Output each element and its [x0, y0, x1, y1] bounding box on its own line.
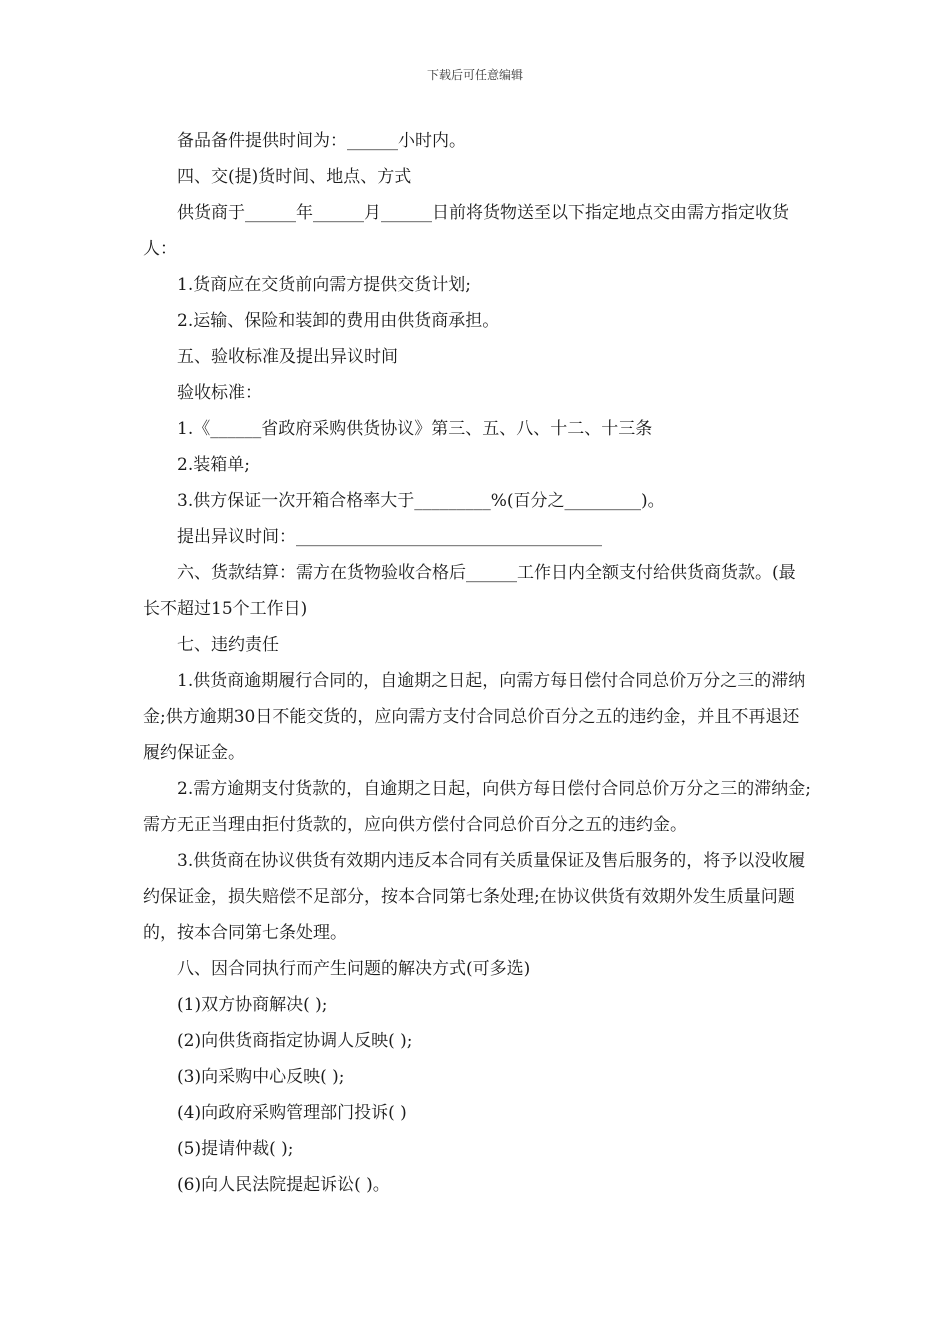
- document-body: [143, 123, 811, 1203]
- paragraph-breach-buyer: 2.需方逾期支付货款的，自逾期之日起，向供方每日偿付合同总价万分之三的滞纳金;需方无正当理由拒付货款的，应向供方偿付合同总价百分之五的违约金。: [143, 779, 811, 835]
- paragraph-spare-parts-time: 备品备件提供时间为：______小时内。: [177, 131, 466, 151]
- section-heading-acceptance: 五、验收标准及提出异议时间: [177, 347, 398, 367]
- section-payment-settlement: 六、货款结算：需方在货物验收合格后______工作日内全额支付给供货商货款。(最长不超过15个工作日): [143, 563, 796, 619]
- page-header: 下载后可任意编辑: [426, 68, 523, 82]
- paragraph-objection-time: 提出异议时间：____________________________________: [177, 527, 602, 547]
- paragraph-acceptance-label: 验收标准：: [177, 383, 262, 403]
- paragraph-acceptance-item-3: 3.供方保证一次开箱合格率大于_________%(百分之_________)。: [177, 491, 665, 511]
- paragraph-acceptance-item-1: 1.《______省政府采购供货协议》第三、五、八、十二、十三条: [177, 419, 653, 439]
- section-heading-delivery: 四、交(提)货时间、地点、方式: [177, 167, 412, 187]
- dispute-option-4: (4)向政府采购管理部门投诉( ): [177, 1103, 407, 1123]
- paragraph-breach-supplier: 1.供货商逾期履行合同的，自逾期之日起，向需方每日偿付合同总价万分之三的滞纳金;供方逾期30日不能交货的，应向需方支付合同总价百分之五的违约金，并且不再退还履约保证金。: [143, 671, 806, 763]
- paragraph-acceptance-item-2: 2.装箱单;: [177, 455, 250, 475]
- dispute-option-3: (3)向采购中心反映( );: [177, 1067, 345, 1087]
- paragraph-breach-quality: 3.供货商在协议供货有效期内违反本合同有关质量保证及售后服务的，将予以没收履约保证金，损失赔偿不足部分，按本合同第七条处理;在协议供货有效期外发生质量问题的，按本合同第七条处理。: [143, 851, 806, 943]
- dispute-option-6: (6)向人民法院提起诉讼( )。: [177, 1175, 390, 1195]
- paragraph-delivery-costs: 2.运输、保险和装卸的费用由供货商承担。: [177, 311, 500, 331]
- dispute-option-5: (5)提请仲裁( );: [177, 1139, 294, 1159]
- paragraph-delivery-date: 供货商于______年______月______日前将货物送至以下指定地点交由需方指定收货人：: [143, 203, 789, 259]
- section-heading-dispute: 八、因合同执行而产生问题的解决方式(可多选): [177, 959, 531, 979]
- paragraph-delivery-plan: 1.货商应在交货前向需方提供交货计划;: [177, 275, 471, 295]
- dispute-option-1: (1)双方协商解决( );: [177, 995, 328, 1015]
- dispute-option-2: (2)向供货商指定协调人反映( );: [177, 1031, 413, 1051]
- section-heading-breach: 七、违约责任: [177, 635, 279, 655]
